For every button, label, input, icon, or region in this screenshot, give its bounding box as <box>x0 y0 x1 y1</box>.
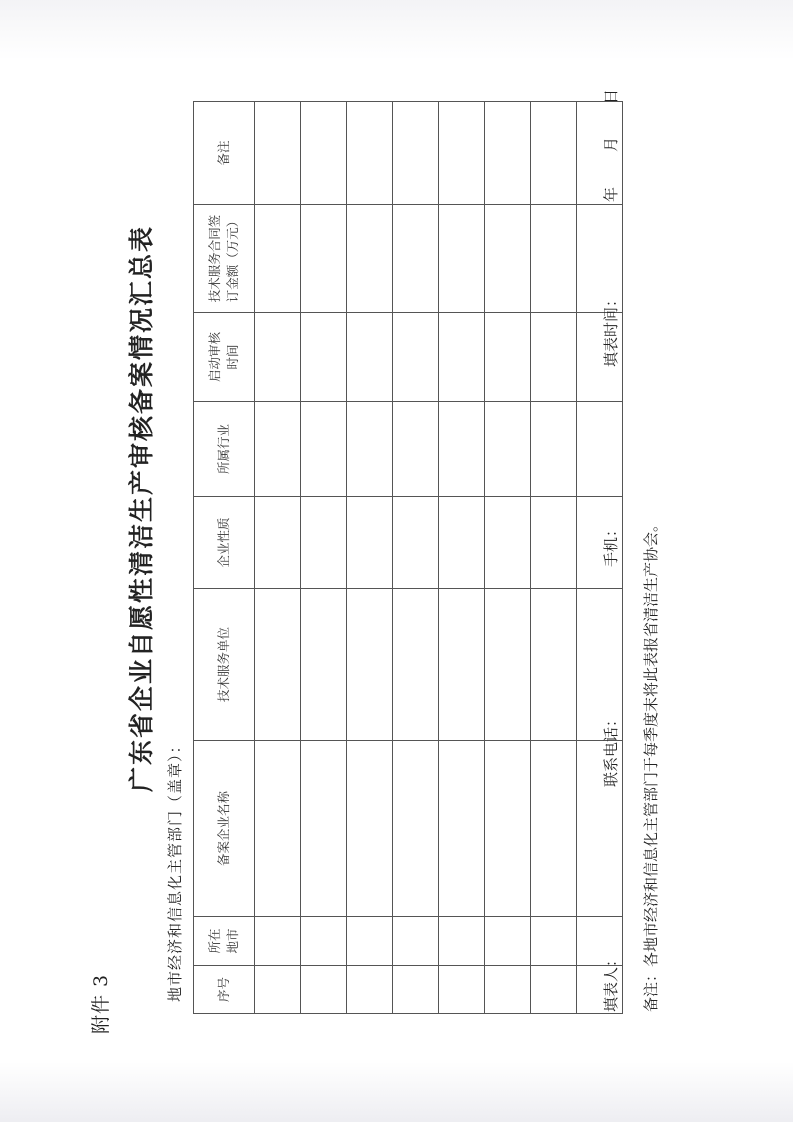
column-header <box>194 741 255 917</box>
table-cell <box>301 313 347 402</box>
table-cell <box>485 966 531 1014</box>
table-cell <box>393 589 439 741</box>
table-header-row <box>194 102 255 1014</box>
table-row <box>485 102 531 1014</box>
table-cell <box>255 589 301 741</box>
column-header-text: 地市 <box>225 928 240 954</box>
table-cell <box>531 102 577 205</box>
date-day-label: 日 <box>602 88 620 104</box>
table-cell <box>485 741 531 917</box>
table-cell <box>531 313 577 402</box>
table-cell <box>255 741 301 917</box>
table-cell <box>255 313 301 402</box>
column-header-text: 技术服务合同签 <box>207 214 222 303</box>
table-cell <box>347 741 393 917</box>
contact-phone-label: 联系电话： <box>602 711 620 787</box>
column-header <box>194 966 255 1014</box>
column-header-text: 技术服务单位 <box>216 627 231 703</box>
column-header <box>194 917 255 966</box>
table-row <box>439 102 485 1014</box>
table-cell <box>439 917 485 966</box>
table-cell <box>531 497 577 589</box>
table-cell <box>255 205 301 313</box>
document-title: 广东省企业自愿性清洁生产审核备案情况汇总表 <box>127 224 156 792</box>
table-row <box>393 102 439 1014</box>
table-cell <box>531 402 577 497</box>
table-cell <box>301 102 347 205</box>
table-cell <box>255 966 301 1014</box>
table-cell <box>393 741 439 917</box>
table-cell <box>531 589 577 741</box>
table-cell <box>485 917 531 966</box>
column-header <box>194 313 255 402</box>
table-cell <box>301 966 347 1014</box>
column-header <box>194 589 255 741</box>
department-stamp-line: 地市经济和信息化主管部门（盖章）： <box>166 737 184 1002</box>
table-cell <box>347 589 393 741</box>
table-cell <box>347 917 393 966</box>
table-cell <box>485 497 531 589</box>
column-header-text: 所属行业 <box>216 424 231 475</box>
table-cell <box>531 741 577 917</box>
table-cell <box>347 966 393 1014</box>
table-cell <box>347 205 393 313</box>
table-cell <box>301 497 347 589</box>
table-cell <box>301 589 347 741</box>
mobile-label: 手机： <box>602 521 620 567</box>
table-cell <box>393 402 439 497</box>
table-row <box>301 102 347 1014</box>
table-cell <box>485 205 531 313</box>
table-cell <box>531 205 577 313</box>
table-cell <box>255 917 301 966</box>
fill-time-label: 填表时间： <box>602 291 620 367</box>
attachment-label: 附件 3 <box>90 973 112 1034</box>
footer-note: 备注：各地市经济和信息化主管部门于每季度末将此表报省清洁生产协会。 <box>642 516 660 1012</box>
table-cell <box>485 589 531 741</box>
column-header-text: 序号 <box>216 977 231 1003</box>
column-header-text: 企业性质 <box>216 517 231 568</box>
table-cell <box>485 102 531 205</box>
table-cell <box>439 966 485 1014</box>
column-header-text: 备注 <box>216 140 231 166</box>
table-cell <box>439 313 485 402</box>
table-cell <box>393 102 439 205</box>
table-row <box>255 102 301 1014</box>
filler-label: 填表人： <box>602 951 620 1012</box>
table-cell <box>485 313 531 402</box>
column-header <box>194 102 255 205</box>
table-cell <box>439 589 485 741</box>
table-cell <box>485 402 531 497</box>
table-cell <box>439 102 485 205</box>
table-cell <box>255 497 301 589</box>
table-cell <box>439 497 485 589</box>
table-cell <box>347 402 393 497</box>
column-header <box>194 205 255 313</box>
column-header <box>194 402 255 497</box>
table-cell <box>301 205 347 313</box>
column-header-text: 所在 <box>207 928 222 954</box>
table-cell <box>301 741 347 917</box>
table-cell <box>301 917 347 966</box>
table-cell <box>439 402 485 497</box>
table-cell <box>347 497 393 589</box>
table-cell <box>255 402 301 497</box>
table-cell <box>439 205 485 313</box>
table-cell <box>531 917 577 966</box>
table-cell <box>531 966 577 1014</box>
table-row <box>531 102 577 1014</box>
column-header-text: 启动审核 <box>207 332 222 383</box>
table-cell <box>347 102 393 205</box>
date-year-label: 年 <box>602 186 620 202</box>
date-month-label: 月 <box>602 136 620 152</box>
table-cell <box>393 917 439 966</box>
summary-table <box>193 101 623 1014</box>
column-header-text: 时间 <box>225 344 240 370</box>
table-cell <box>347 313 393 402</box>
table-cell <box>439 741 485 917</box>
table-cell <box>255 102 301 205</box>
column-header-text: 备案企业名称 <box>216 791 231 867</box>
table-row <box>347 102 393 1014</box>
table-cell <box>393 205 439 313</box>
table-cell <box>393 313 439 402</box>
table-cell <box>393 966 439 1014</box>
column-header-text: 订金额（万元） <box>225 214 240 303</box>
table-cell <box>393 497 439 589</box>
table-body <box>255 102 623 1014</box>
table-cell <box>301 402 347 497</box>
table-cell <box>577 402 623 497</box>
column-header <box>194 497 255 589</box>
